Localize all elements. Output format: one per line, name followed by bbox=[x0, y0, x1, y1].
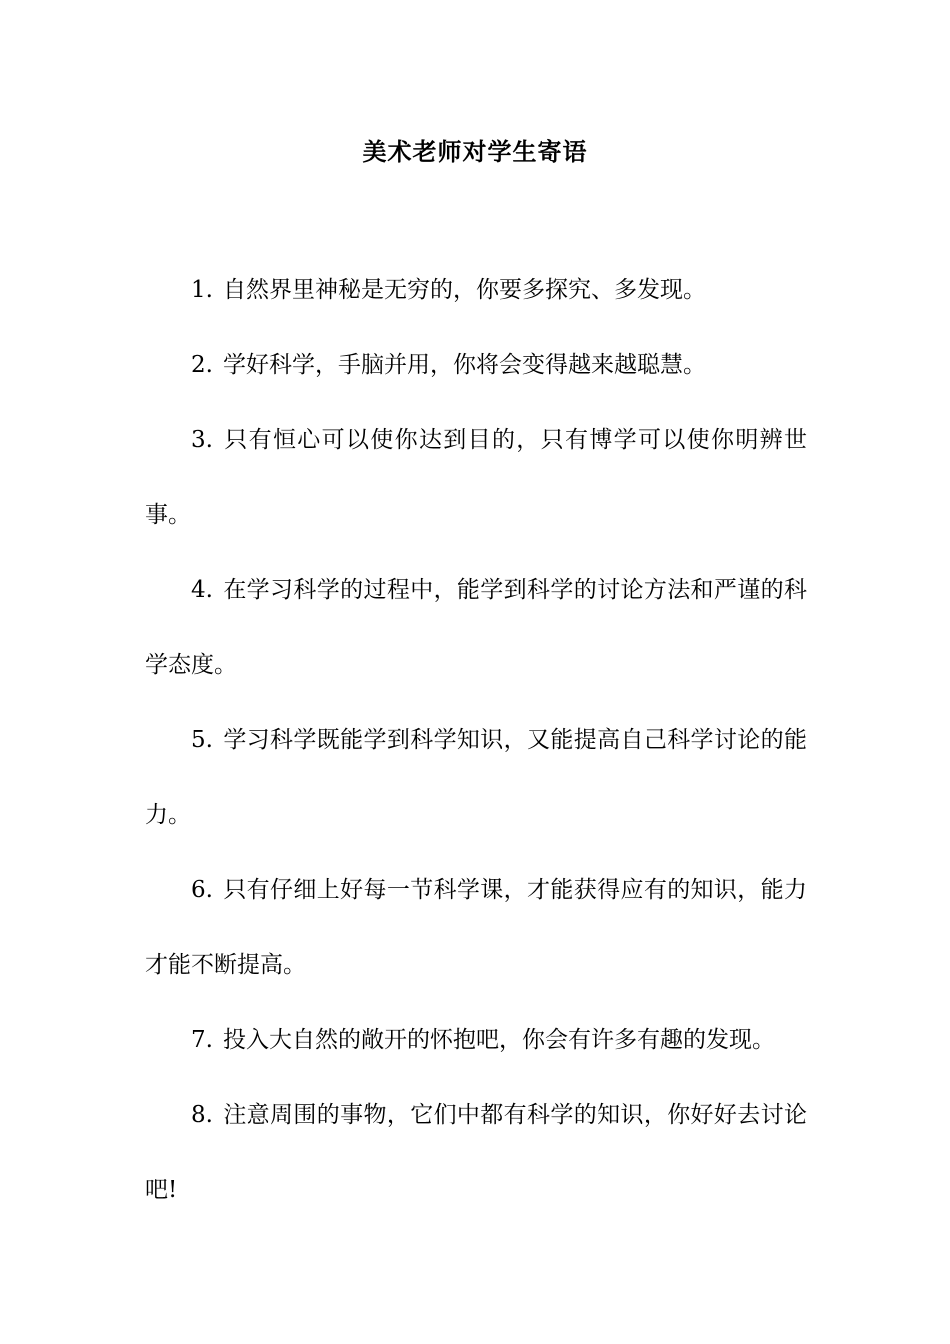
list-item bbox=[145, 1078, 807, 1228]
item-number: 7. bbox=[191, 1027, 213, 1053]
item-text: 学好科学，手脑并用，你将会变得越来越聪慧。 bbox=[222, 352, 706, 378]
list-item bbox=[145, 403, 807, 553]
list-item bbox=[145, 1003, 807, 1078]
item-number: 3. bbox=[191, 427, 213, 453]
item-number: 2. bbox=[191, 352, 213, 378]
list-item bbox=[145, 328, 807, 403]
list-item bbox=[145, 553, 807, 703]
list-item bbox=[145, 703, 807, 853]
item-text: 投入大自然的敞开的怀抱吧，你会有许多有趣的发现。 bbox=[222, 1027, 775, 1053]
item-text: 只有恒心可以使你达到目的，只有博学可以使你明辨世事。 bbox=[145, 427, 807, 528]
list-item bbox=[145, 253, 807, 328]
item-text: 注意周围的事物，它们中都有科学的知识，你好好去讨论吧! bbox=[145, 1102, 807, 1203]
item-number: 6. bbox=[191, 877, 213, 903]
document-body bbox=[145, 253, 807, 1228]
list-item bbox=[145, 853, 807, 1003]
item-text: 只有仔细上好每一节科学课，才能获得应有的知识，能力才能不断提高。 bbox=[145, 877, 807, 978]
item-number: 1. bbox=[191, 277, 213, 303]
item-text: 学习科学既能学到科学知识，又能提高自己科学讨论的能力。 bbox=[145, 727, 807, 828]
document-title: 美术老师对学生寄语 bbox=[362, 137, 588, 166]
item-text: 自然界里神秘是无穷的，你要多探究、多发现。 bbox=[222, 277, 706, 303]
item-number: 4. bbox=[191, 577, 213, 603]
item-number: 5. bbox=[191, 727, 213, 753]
item-number: 8. bbox=[191, 1102, 213, 1128]
item-text: 在学习科学的过程中，能学到科学的讨论方法和严谨的科学态度。 bbox=[145, 577, 807, 678]
